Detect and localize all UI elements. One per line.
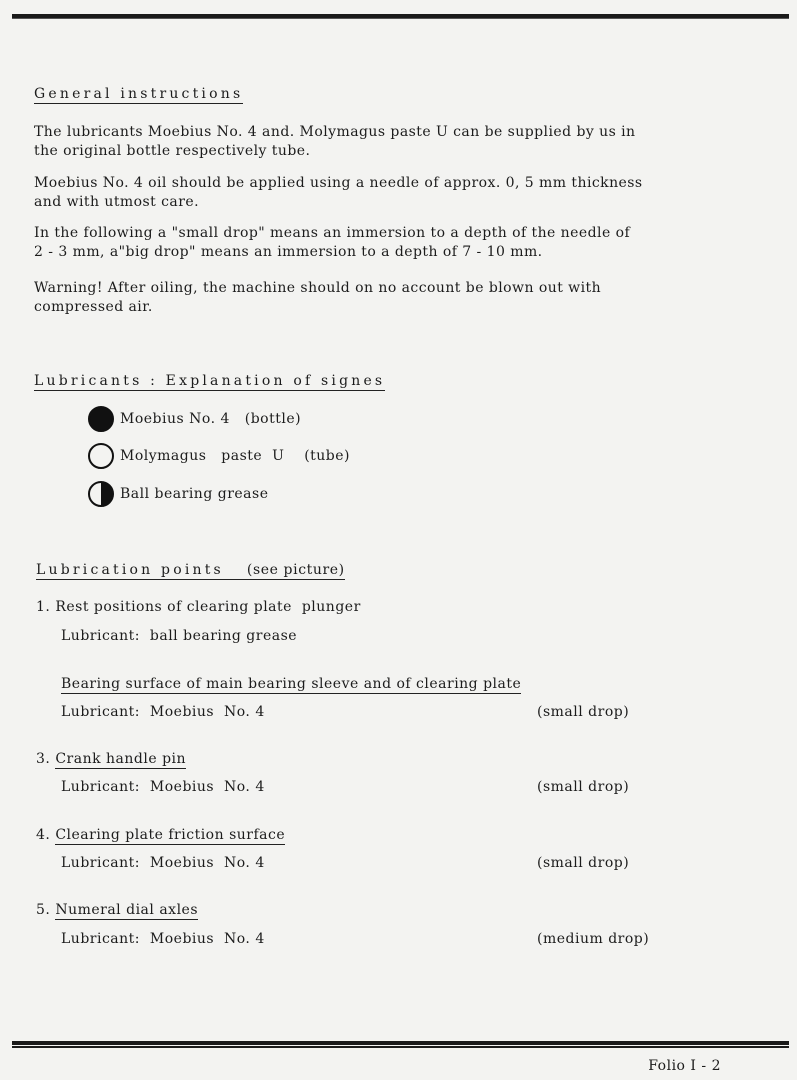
point-amount: (medium drop): [537, 931, 650, 947]
bottom-rule: [12, 1041, 789, 1048]
filled-circle-icon: [88, 406, 114, 432]
point-lubricant: Lubricant: Moebius No. 4: [61, 931, 265, 947]
lubrication-point: [36, 599, 361, 615]
point-amount: (small drop): [537, 779, 630, 795]
point-lubricant: Lubricant: ball bearing grease: [61, 628, 298, 644]
legend-item-molymagus: [88, 443, 350, 469]
point-title: Clearing plate friction surface: [55, 827, 286, 843]
legend-label: Molymagus paste U (tube): [120, 448, 351, 464]
legend-item-ball-bearing: [88, 481, 269, 507]
paragraph-line: The lubricants Moebius No. 4 and. Molymagus paste U can be supplied by us in: [34, 124, 636, 140]
point-number: 4.: [36, 827, 56, 843]
paragraph-line: the original bottle respectively tube.: [34, 143, 311, 159]
empty-circle-icon: [88, 443, 114, 469]
general-heading-text: General instructions: [34, 86, 244, 102]
point-title: Bearing surface of main bearing sleeve and of clearing plate: [61, 676, 522, 692]
paragraph-line: Moebius No. 4 oil should be applied using a needle of approx. 0, 5 mm thickness: [34, 175, 643, 191]
lubrication-point: [36, 902, 198, 918]
paragraph-line: and with utmost care.: [34, 194, 200, 210]
lubrication-points-heading: [36, 562, 345, 580]
half-circle-icon: [88, 481, 114, 507]
top-rule: [12, 14, 789, 19]
lubrication-point: [36, 827, 285, 843]
point-amount: (small drop): [537, 855, 630, 871]
point-number: 3.: [36, 751, 56, 767]
points-heading-text: Lubrication points: [36, 562, 224, 578]
legend-item-moebius: [88, 406, 301, 432]
warning-line: compressed air.: [34, 299, 153, 315]
point-lubricant: Lubricant: Moebius No. 4: [61, 779, 265, 795]
point-lubricant: Lubricant: Moebius No. 4: [61, 704, 265, 720]
legend-label: Moebius No. 4 (bottle): [120, 411, 302, 427]
point-title: Crank handle pin: [55, 751, 187, 767]
lubrication-point: [36, 751, 186, 767]
lubricants-heading: [34, 373, 385, 391]
general-instructions-heading: [34, 86, 243, 104]
point-title: Rest positions of clearing plate plunger: [55, 599, 361, 615]
paragraph-line: 2 - 3 mm, a"big drop" means an immersion to a depth of 7 - 10 mm.: [34, 244, 543, 260]
paragraph-line: In the following a "small drop" means an immersion to a depth of the needle of: [34, 225, 631, 241]
point-title: Numeral dial axles: [55, 902, 199, 918]
folio-number: Folio I - 2: [648, 1058, 721, 1074]
point-amount: (small drop): [537, 704, 630, 720]
points-heading-extra: (see picture): [246, 562, 345, 578]
warning-line: Warning! After oiling, the machine should on no account be blown out with: [34, 280, 602, 296]
lubricants-heading-text: Lubricants : Explanation of signes: [34, 373, 386, 389]
point-lubricant: Lubricant: Moebius No. 4: [61, 855, 265, 871]
point-number: 5.: [36, 902, 56, 918]
legend-label: Ball bearing grease: [120, 486, 269, 502]
lubrication-point: [61, 676, 521, 692]
point-number: 1.: [36, 599, 56, 615]
